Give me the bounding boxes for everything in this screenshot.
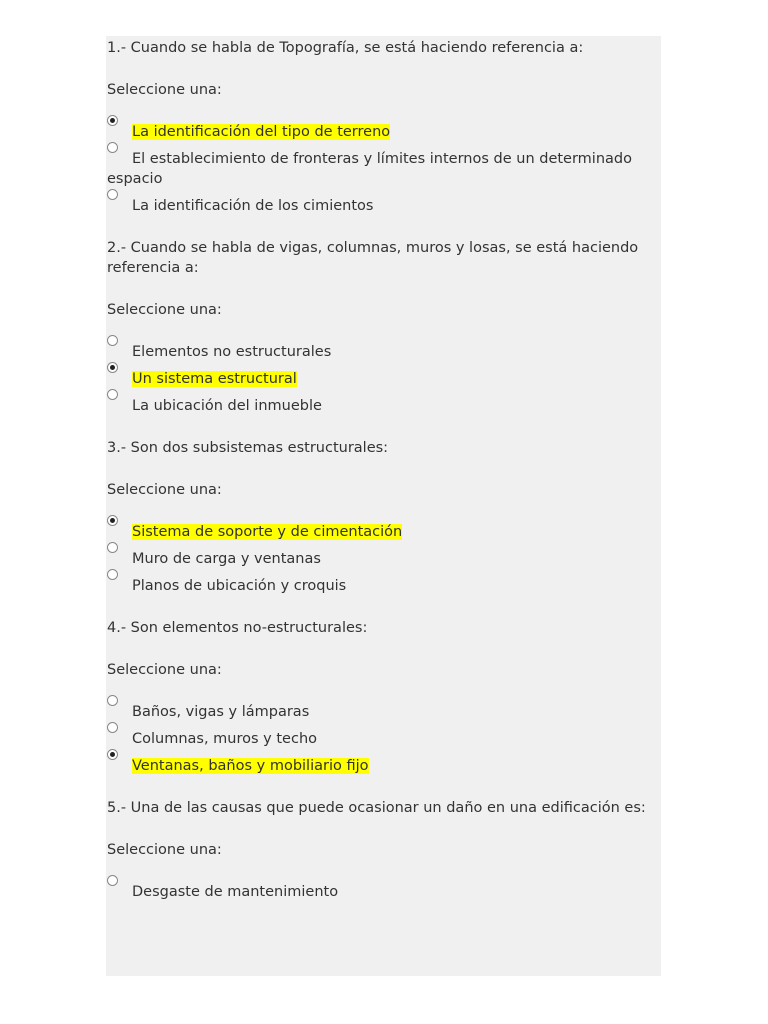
radio-button-selected[interactable] xyxy=(107,749,118,760)
option-row[interactable] xyxy=(106,576,661,596)
radio-button[interactable] xyxy=(107,142,118,153)
option-row[interactable] xyxy=(106,729,661,749)
radio-button[interactable] xyxy=(107,569,118,580)
radio-button[interactable] xyxy=(107,875,118,886)
question-4 xyxy=(106,616,661,776)
select-prompt: Seleccione una: xyxy=(107,662,222,678)
option-label[interactable]: Columnas, muros y techo xyxy=(132,731,318,747)
question-5 xyxy=(106,796,661,902)
quiz-panel xyxy=(106,36,661,976)
option-label[interactable]: La identificación de los cimientos xyxy=(132,198,374,214)
option-label[interactable]: Desgaste de mantenimiento xyxy=(132,884,339,900)
option-label[interactable]: El establecimiento de fronteras y límites internos de un determinado espacio xyxy=(107,151,632,187)
select-prompt: Seleccione una: xyxy=(107,82,222,98)
question-1 xyxy=(106,36,661,216)
option-row[interactable] xyxy=(106,549,661,569)
question-text: 3.- Son dos subsistemas estructurales: xyxy=(107,440,389,456)
option-label[interactable]: Elementos no estructurales xyxy=(132,344,332,360)
select-prompt: Seleccione una: xyxy=(107,842,222,858)
option-label[interactable]: La ubicación del inmueble xyxy=(132,398,322,414)
radio-button-selected[interactable] xyxy=(107,115,118,126)
option-label[interactable]: Sistema de soporte y de cimentación xyxy=(132,524,403,540)
select-prompt: Seleccione una: xyxy=(107,482,222,498)
radio-button-selected[interactable] xyxy=(107,515,118,526)
radio-button[interactable] xyxy=(107,722,118,733)
question-2 xyxy=(106,236,661,416)
question-text: 4.- Son elementos no-estructurales: xyxy=(107,620,368,636)
option-row[interactable] xyxy=(106,342,661,362)
radio-button[interactable] xyxy=(107,189,118,200)
option-row[interactable] xyxy=(106,882,661,902)
question-3 xyxy=(106,436,661,596)
option-row[interactable] xyxy=(106,196,661,216)
radio-button[interactable] xyxy=(107,695,118,706)
option-label[interactable]: Muro de carga y ventanas xyxy=(132,551,321,567)
option-row[interactable] xyxy=(106,522,661,542)
select-prompt: Seleccione una: xyxy=(107,302,222,318)
option-label[interactable]: Baños, vigas y lámparas xyxy=(132,704,310,720)
option-label[interactable]: La identificación del tipo de terreno xyxy=(132,124,391,140)
option-row[interactable] xyxy=(106,396,661,416)
radio-button[interactable] xyxy=(107,335,118,346)
option-row[interactable] xyxy=(106,702,661,722)
question-text: 2.- Cuando se habla de vigas, columnas, muros y losas, se está haciendo referencia a: xyxy=(107,240,639,276)
option-row[interactable] xyxy=(106,756,661,776)
option-row[interactable] xyxy=(106,149,661,189)
option-label[interactable]: Ventanas, baños y mobiliario fijo xyxy=(132,758,369,774)
question-text: 5.- Una de las causas que puede ocasionar un daño en una edificación es: xyxy=(107,800,646,816)
option-row[interactable] xyxy=(106,369,661,389)
option-label[interactable]: Planos de ubicación y croquis xyxy=(132,578,347,594)
question-text: 1.- Cuando se habla de Topografía, se está haciendo referencia a: xyxy=(107,40,584,56)
option-row[interactable] xyxy=(106,122,661,142)
radio-button[interactable] xyxy=(107,542,118,553)
option-label[interactable]: Un sistema estructural xyxy=(132,371,297,387)
radio-button-selected[interactable] xyxy=(107,362,118,373)
radio-button[interactable] xyxy=(107,389,118,400)
